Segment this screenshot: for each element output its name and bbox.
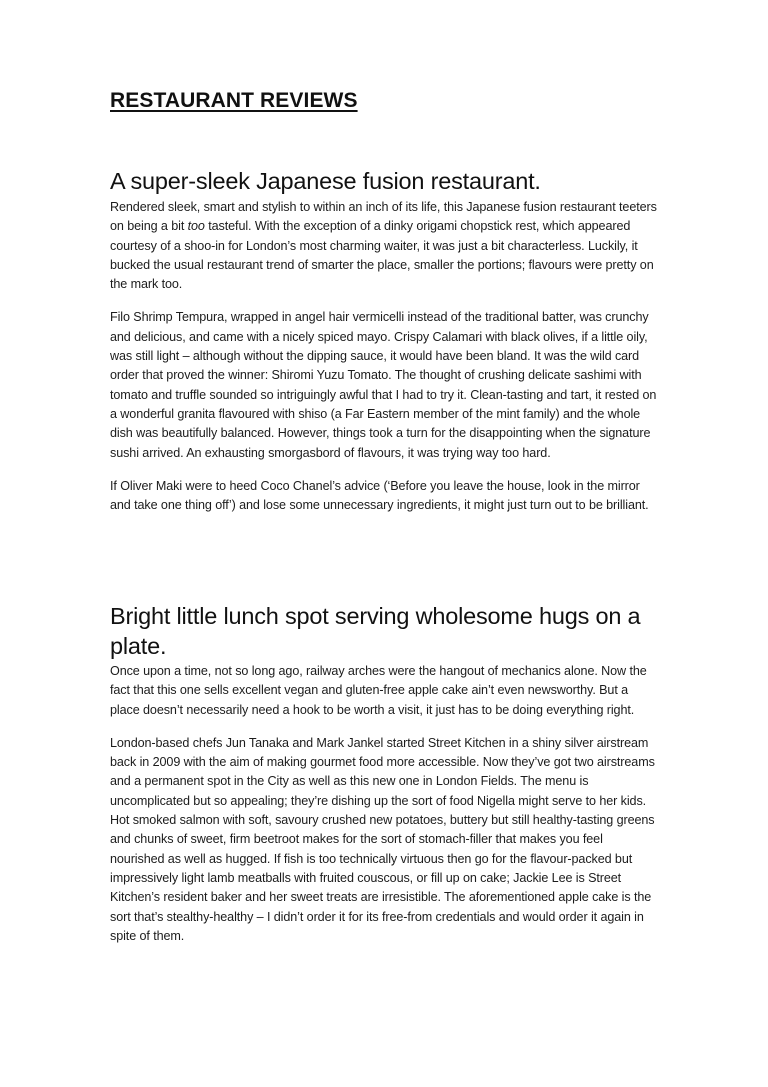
- review-paragraph-1: [110, 198, 658, 294]
- document-title: RESTAURANT REVIEWS: [110, 89, 358, 112]
- review-paragraph-1: Once upon a time, not so long ago, railway arches were the hangout of mechanics alone. Now the fact that this one sells excellent vegan and gluten-free apple cake ain’t even newsworthy. But a place doesn’t necessarily need a hook to be worth a visit, it just has to be doing everything right.: [110, 664, 647, 717]
- review-japanese-fusion: [110, 167, 658, 529]
- paragraph-text: tasteful. With the exception of a dinky origami chopstick rest, which appeared courtesy of a shoo-in for London’s most charming waiter, it was just a bit characterless. Luckily, it bucked the usual restaurant trend of smarter the place, smaller the portions; flavours were pretty on the mark too.: [110, 219, 654, 292]
- review-lunch-spot: [110, 601, 658, 960]
- review-paragraph-2: London-based chefs Jun Tanaka and Mark Jankel started Street Kitchen in a shiny silver airstream back in 2009 with the aim of making gourmet food more accessible. Now they’ve got two airstreams and a permanent spot in the City as well as this new one in London Fields. The menu is uncomplicated but so appealing; they’re dishing up the sort of food Nigella might serve to her kids. Hot smoked salmon with soft, savoury crushed new potatoes, buttery but still healthy-tasting greens and chunks of sweet, firm beetroot makes for the sort of stomach-filler that makes you feel nourished as well as hugged. If fish is too technically virtuous then go for the flavour-packed but impressively light lamb meatballs with fruited couscous, or fill up on cake; Jackie Lee is Street Kitchen’s resident baker and her sweet treats are irresistible. The aforementioned apple cake is the sort that’s stealthy-healthy – I didn’t order it for its free-from credentials and would order it again in spite of them.: [110, 735, 655, 943]
- paragraph-text: Rendered sleek, smart and stylish to within an inch of its life, this Japanese fusion restaurant teeters on being a bit: [110, 200, 657, 234]
- review-paragraph-3: If Oliver Maki were to heed Coco Chanel’s advice (‘Before you leave the house, look in the mirror and take one thing off’) and lose some unnecessary ingredients, it might just turn out to be brilliant.: [110, 478, 649, 513]
- review-paragraph-2: Filo Shrimp Tempura, wrapped in angel hair vermicelli instead of the traditional batter, was crunchy and delicious, and came with a nicely spiced mayo. Crispy Calamari with black olives, if a little oily, was still light – although without the dipping sauce, it would have been bland. It was the wild card order that proved the winner: Shiromi Yuzu Tomato. The thought of crushing delicate sashimi with tomato and truffle sounded so intriguingly awful that I had to try it. Clean-tasting and tart, it rested on a wonderful granita flavoured with shiso (a Far Eastern member of the mint family) and the whole dish was beautifully balanced. However, things took a turn for the disappointing when the signature sushi arrived. An exhausting smorgasbord of flavours, it was trying way too hard.: [110, 310, 657, 460]
- review-heading: A super-sleek Japanese fusion restaurant.: [110, 168, 541, 194]
- emphasis-text: too: [187, 219, 205, 234]
- review-heading: Bright little lunch spot serving wholesome hugs on a plate.: [110, 603, 641, 659]
